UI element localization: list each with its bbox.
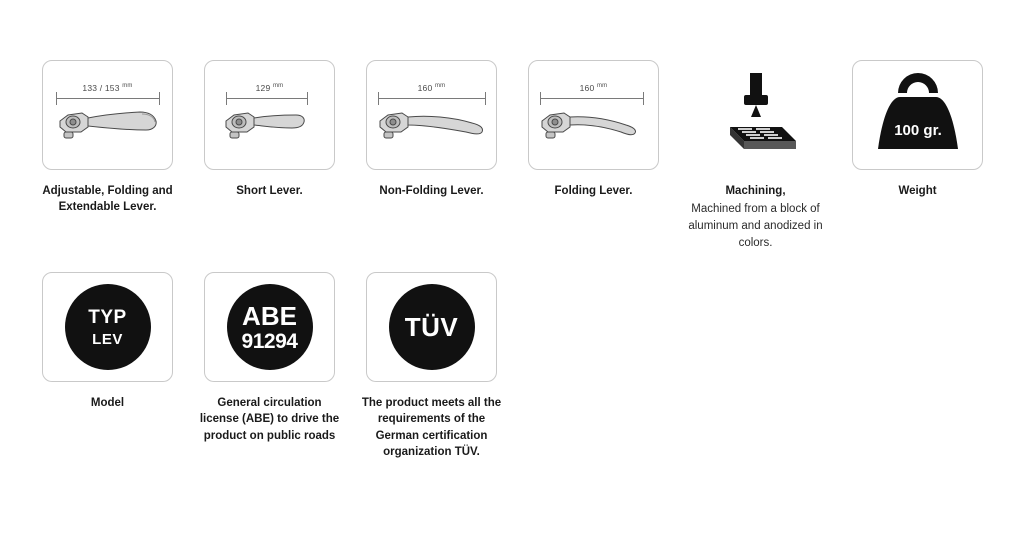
feature-icon-box [528, 60, 659, 170]
dimension-unit: mm [434, 83, 446, 90]
feature-non-folding-lever [366, 60, 497, 199]
feature-icon-box [852, 60, 983, 170]
lever-diagram-icon [210, 69, 330, 161]
feature-caption: Non-Folding Lever. [379, 185, 484, 197]
lever-diagram-icon [372, 69, 492, 161]
badge-tuv-certification [361, 272, 502, 460]
badge-icon-box [366, 272, 497, 382]
dimension-value: 160 [579, 83, 595, 93]
dimension-unit: mm [596, 83, 608, 90]
feature-row-top [42, 60, 983, 251]
feature-icon-box [690, 60, 821, 170]
lever-diagram-icon [48, 69, 168, 161]
lever-diagram-icon [534, 69, 654, 161]
feature-folding-lever [528, 60, 659, 199]
badge-caption: Model [90, 397, 125, 409]
feature-icon-box [204, 60, 335, 170]
dimension-value: 160 [417, 83, 433, 93]
feature-adjustable-folding-extendable-lever [42, 60, 173, 216]
feature-row-bottom [42, 272, 502, 460]
dimension-value: 129 [255, 83, 271, 93]
lever-shape [210, 101, 330, 153]
badge-model [42, 272, 173, 411]
badge-icon-box [42, 272, 173, 382]
typ-lev-badge-icon [65, 284, 151, 370]
feature-short-lever [204, 60, 335, 199]
feature-caption: Weight [898, 185, 937, 197]
feature-subcaption: Machined from a block of aluminum and anodized in colors. [688, 203, 823, 249]
feature-caption: Folding Lever. [554, 185, 633, 197]
badge-abe-license [199, 272, 340, 444]
feature-icon-box [366, 60, 497, 170]
dimension-value: 133 / 153 [82, 83, 120, 93]
feature-caption: Short Lever. [236, 185, 303, 197]
badge-caption: General circulation license (ABE) to drive the product on public roads [199, 397, 340, 442]
feature-caption: Adjustable, Folding and Extendable Lever. [42, 185, 173, 214]
badge-icon-box [204, 272, 335, 382]
cnc-machining-icon [708, 67, 804, 163]
badge-line-1: TÜV [404, 312, 459, 342]
badge-caption: The product meets all the requirements of the German certification organization TÜV. [361, 397, 502, 458]
badge-line-2: LEV [92, 330, 123, 348]
feature-caption: Machining, [725, 185, 786, 197]
abe-badge-icon [227, 284, 313, 370]
feature-icon-box [42, 60, 173, 170]
weight-value: 100 gr. [893, 122, 942, 139]
lever-shape [372, 101, 492, 153]
weight-kettlebell-icon [866, 67, 970, 163]
feature-machining [690, 60, 821, 251]
tuv-badge-icon [389, 284, 475, 370]
lever-shape [48, 101, 168, 153]
feature-weight [852, 60, 983, 199]
dimension-unit: mm [122, 83, 133, 90]
badge-line-1: TYP [88, 306, 127, 328]
badge-line-2: 91294 [241, 329, 298, 353]
lever-shape [534, 101, 654, 153]
badge-line-1: ABE [242, 300, 297, 331]
dimension-unit: mm [272, 83, 284, 90]
